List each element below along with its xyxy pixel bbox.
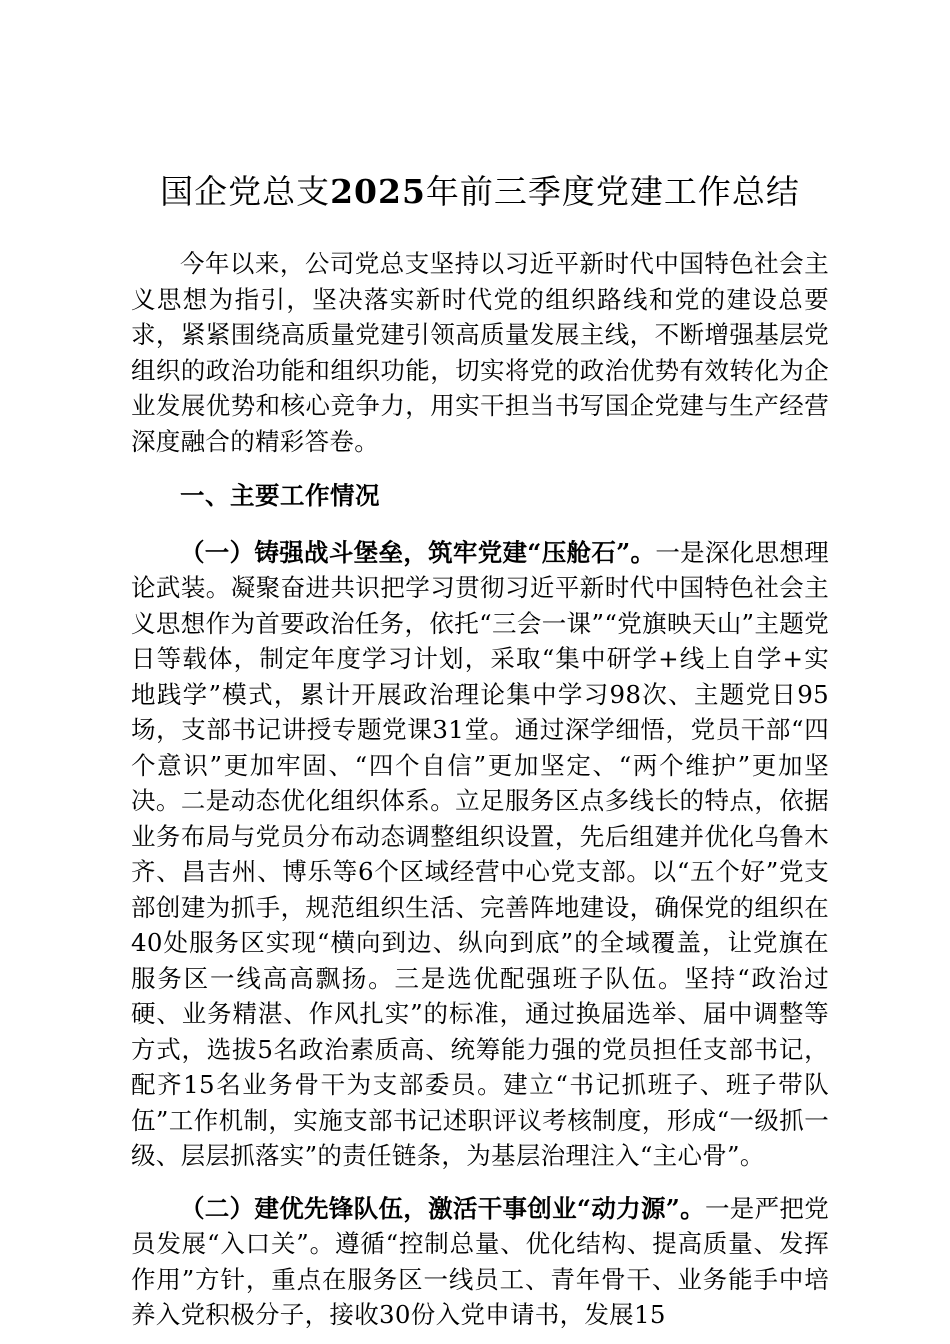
section-heading: 一、主要工作情况: [180, 481, 380, 510]
intro-paragraph: 今年以来，公司党总支坚持以习近平新时代中国特色社会主义思想为指引，坚决落实新时代党的组织路线和党的建设总要求，紧紧围绕高质量党建引领高质量发展主线，不断增强基层党组织的政治功能和组织功能，切实将党的政治优势有效转化为企业发展优势和核心竞争力，用实干担当书写国企党建与生产经营深度融合的精彩答卷。: [131, 249, 829, 456]
title-suffix: 年前三季度党建工作总结: [425, 172, 800, 211]
document-page: [131, 168, 829, 1333]
item-1-paragraph: [131, 535, 829, 1174]
item-1-body: 一是深化思想理论武装。凝聚奋进共识把学习贯彻习近平新时代中国特色社会主义思想作为首要政治任务，依托“三会一课”“党旗映天山”主题党日等载体，制定年度学习计划，采取“集中研学+线上自学+实地践学”模式，累计开展政治理论集中学习98次、主题党日95场，支部书记讲授专题党课31堂。通过深学细悟，党员干部“四个意识”更加牢固、“四个自信”更加坚定、“两个维护”更加坚决。二是动态优化组织体系。立足服务区点多线长的特点，依据业务布局与党员分布动态调整组织设置，先后组建并优化乌鲁木齐、昌吉州、博乐等6个区域经营中心党支部。以“五个好”党支部创建为抓手，规范组织生活、完善阵地建设，确保党的组织在40处服务区实现“横向到边、纵向到底”的全域覆盖，让党旗在服务区一线高高飘扬。三是选优配强班子队伍。坚持“政治过硬、业务精湛、作风扎实”的标准，通过换届选举、届中调整等方式，选拔5名政治素质高、统筹能力强的党员担任支部书记，配齐15名业务骨干为支部委员。建立“书记抓班子、班子带队伍”工作机制，实施支部书记述职评议考核制度，形成“一级抓一级、层层抓落实”的责任链条，为基层治理注入“主心骨”。: [131, 537, 829, 1170]
item-1-lead: （一）铸强战斗堡垒，筑牢党建“压舱石”。: [180, 537, 656, 567]
document-title: [131, 168, 829, 216]
title-prefix: 国企党总支: [160, 172, 331, 211]
title-year: 2025: [330, 172, 426, 211]
item-2-body: 一是严把党员发展“入口关”。遵循“控制总量、优化结构、提高质量、发挥作用”方针，重点在服务区一线员工、青年骨干、业务能手中培养入党积极分子，接收30份入党申请书，发展15: [131, 1193, 829, 1329]
item-2-paragraph: [131, 1191, 829, 1333]
item-2-lead: （二）建优先锋队伍，激活干事创业“动力源”。: [180, 1193, 705, 1223]
